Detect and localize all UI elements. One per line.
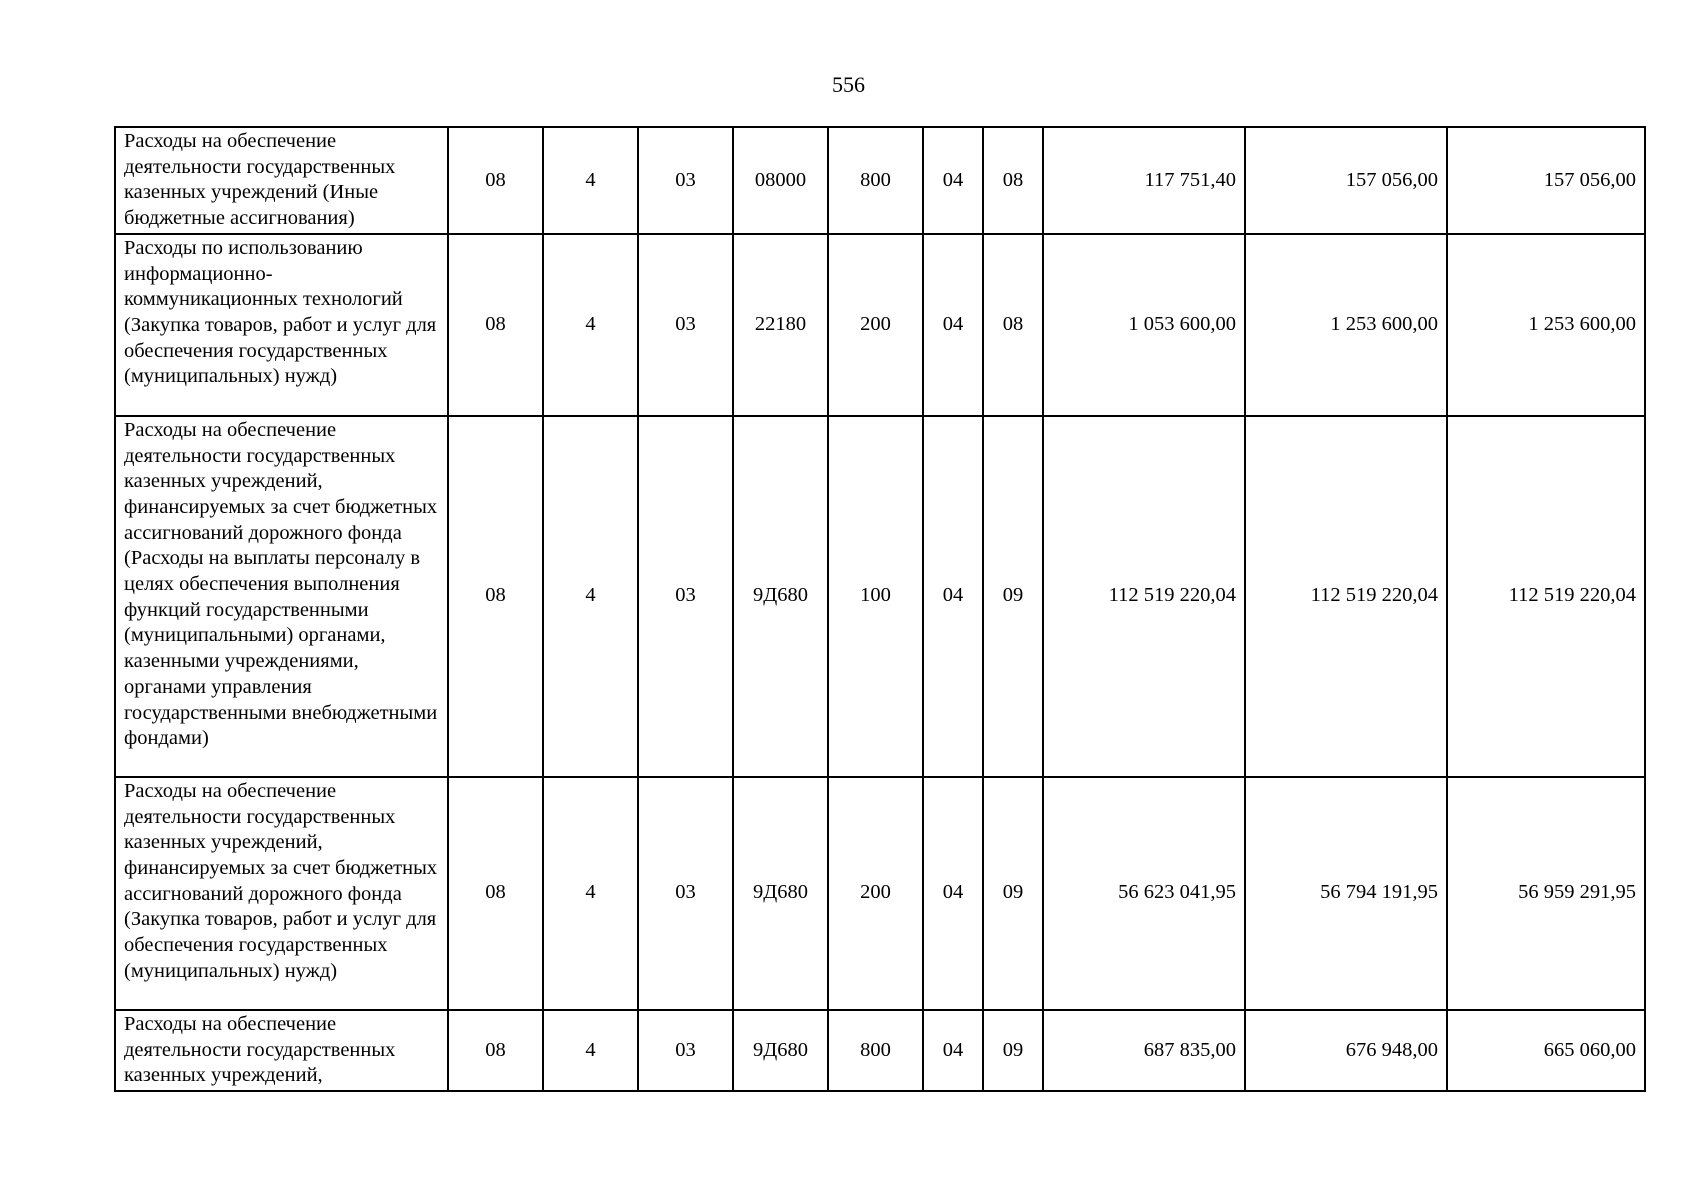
amount-cell: 1 253 600,00 [1447, 234, 1645, 416]
row-description: Расходы на обеспечение деятельности государственных казенных учреждений, финансируемых за счет бюджетных ассигнований дорожного фонда (Расходы на выплаты персоналу в целях обеспечения выполнения функций государственными (муниципальными) органами, казенными учреждениями, органами управления государственными внебюджетными фондами) [115, 416, 448, 777]
amount-cell: 56 959 291,95 [1447, 777, 1645, 1010]
row-description: Расходы по использованию информационно-коммуникационных технологий (Закупка товаров, работ и услуг для обеспечения государственных (муниципальных) нужд) [115, 234, 448, 416]
code-cell: 03 [638, 234, 733, 416]
table-row [115, 1010, 1645, 1091]
code-cell: 03 [638, 777, 733, 1010]
code-cell: 08 [448, 416, 543, 777]
amount-cell: 1 053 600,00 [1043, 234, 1245, 416]
code-cell: 09 [983, 1010, 1043, 1091]
code-cell: 200 [828, 777, 923, 1010]
code-cell: 08 [983, 234, 1043, 416]
code-cell: 04 [923, 416, 983, 777]
amount-cell: 56 794 191,95 [1245, 777, 1447, 1010]
code-cell: 4 [543, 777, 638, 1010]
code-cell: 9Д680 [733, 416, 828, 777]
code-cell: 04 [923, 1010, 983, 1091]
code-cell: 04 [923, 127, 983, 234]
budget-table [114, 126, 1646, 1092]
code-cell: 04 [923, 234, 983, 416]
code-cell: 100 [828, 416, 923, 777]
table-row [115, 127, 1645, 234]
code-cell: 4 [543, 1010, 638, 1091]
code-cell: 800 [828, 1010, 923, 1091]
code-cell: 09 [983, 416, 1043, 777]
table-row [115, 234, 1645, 416]
amount-cell: 665 060,00 [1447, 1010, 1645, 1091]
code-cell: 4 [543, 127, 638, 234]
code-cell: 9Д680 [733, 1010, 828, 1091]
amount-cell: 112 519 220,04 [1447, 416, 1645, 777]
code-cell: 08 [448, 234, 543, 416]
row-description: Расходы на обеспечение деятельности государственных казенных учреждений (Иные бюджетные ассигнования) [115, 127, 448, 234]
code-cell: 200 [828, 234, 923, 416]
code-cell: 03 [638, 127, 733, 234]
code-cell: 08000 [733, 127, 828, 234]
code-cell: 4 [543, 416, 638, 777]
code-cell: 03 [638, 416, 733, 777]
row-description: Расходы на обеспечение деятельности государственных казенных учреждений, [115, 1010, 448, 1091]
code-cell: 08 [983, 127, 1043, 234]
code-cell: 800 [828, 127, 923, 234]
code-cell: 08 [448, 777, 543, 1010]
amount-cell: 112 519 220,04 [1245, 416, 1447, 777]
code-cell: 22180 [733, 234, 828, 416]
page-number: 556 [832, 72, 865, 97]
code-cell: 4 [543, 234, 638, 416]
code-cell: 08 [448, 127, 543, 234]
amount-cell: 157 056,00 [1447, 127, 1645, 234]
code-cell: 04 [923, 777, 983, 1010]
code-cell: 03 [638, 1010, 733, 1091]
amount-cell: 112 519 220,04 [1043, 416, 1245, 777]
table-row [115, 416, 1645, 777]
code-cell: 9Д680 [733, 777, 828, 1010]
table-row [115, 777, 1645, 1010]
amount-cell: 676 948,00 [1245, 1010, 1447, 1091]
amount-cell: 117 751,40 [1043, 127, 1245, 234]
amount-cell: 157 056,00 [1245, 127, 1447, 234]
row-description: Расходы на обеспечение деятельности государственных казенных учреждений, финансируемых за счет бюджетных ассигнований дорожного фонда (Закупка товаров, работ и услуг для обеспечения государственных (муниципальных) нужд) [115, 777, 448, 1010]
code-cell: 08 [448, 1010, 543, 1091]
code-cell: 09 [983, 777, 1043, 1010]
amount-cell: 1 253 600,00 [1245, 234, 1447, 416]
amount-cell: 687 835,00 [1043, 1010, 1245, 1091]
amount-cell: 56 623 041,95 [1043, 777, 1245, 1010]
